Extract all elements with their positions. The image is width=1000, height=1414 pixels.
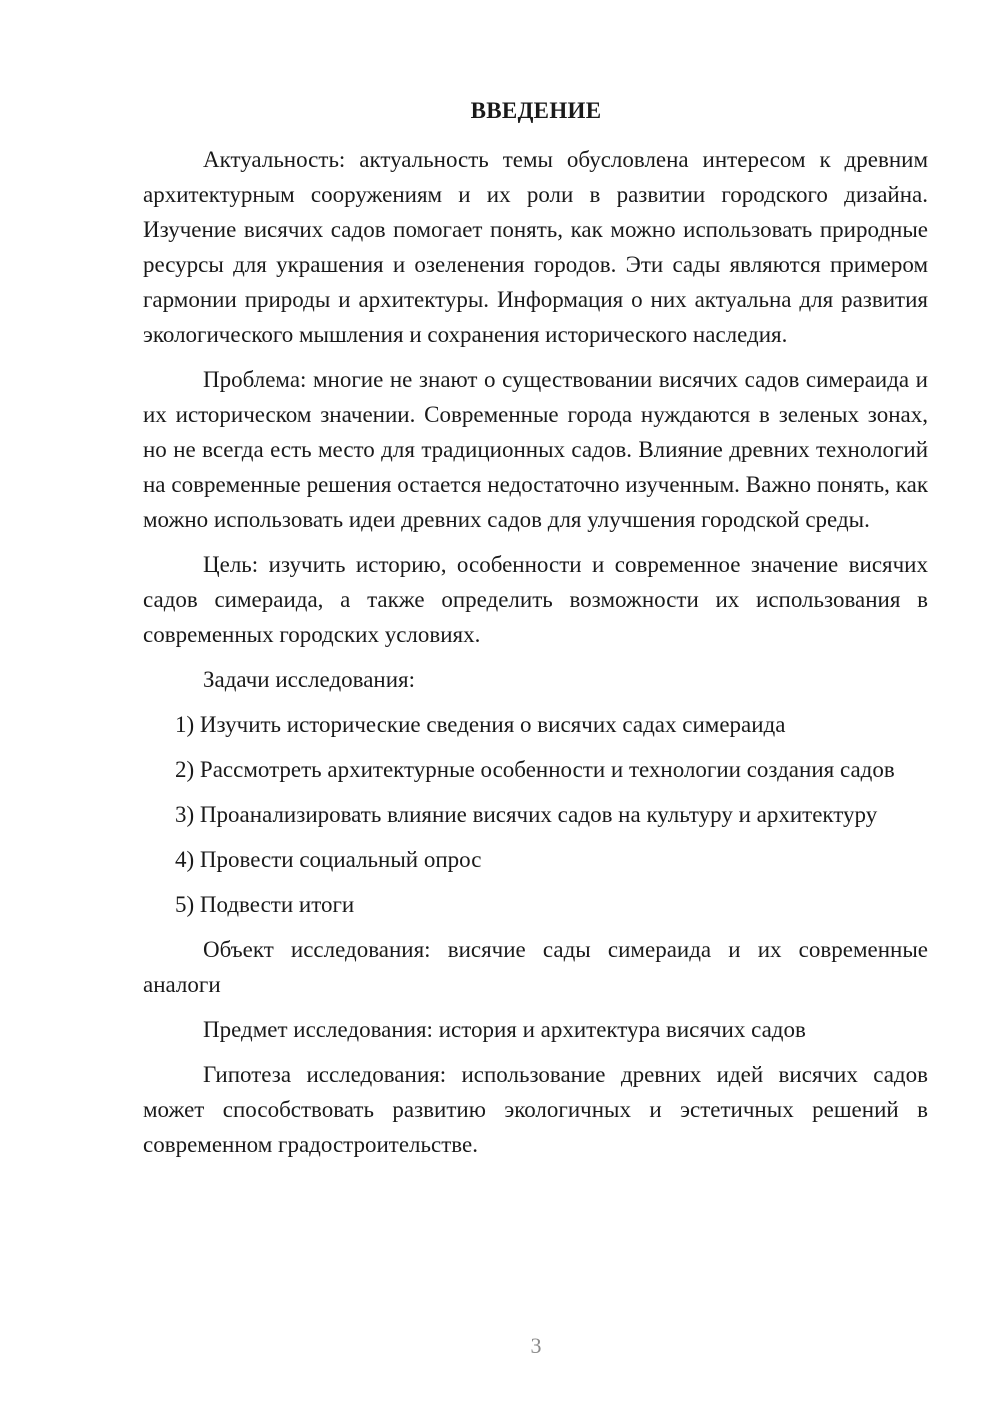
object-paragraph: Объект исследования: висячие сады симераида и их современные аналоги xyxy=(143,937,928,997)
list-item: 3) Проанализировать влияние висячих садов на культуру и архитектуру xyxy=(175,802,878,827)
relevance-paragraph: Актуальность: актуальность темы обусловлена интересом к древним архитектурным сооружениям и их роли в развитии городского дизайна. Изучение висячих садов помогает понять, как можно использовать природные ресурсы для украшения и озеленения городов. Эти сады являются примером гармонии природы и архитектуры. Информация о них актуальна для развития экологического мышления и сохранения исторического наследия. xyxy=(143,147,928,347)
subject-paragraph: Предмет исследования: история и архитектура висячих садов xyxy=(203,1017,806,1042)
goal-paragraph: Цель: изучить историю, особенности и современное значение висячих садов симераида, а также определить возможности их использования в современных городских условиях. xyxy=(143,552,928,647)
list-item: 1) Изучить исторические сведения о висячих садах симераида xyxy=(175,712,786,737)
page-title: ВВЕДЕНИЕ xyxy=(470,98,602,123)
list-item: 4) Провести социальный опрос xyxy=(175,847,482,872)
page-number: 3 xyxy=(530,1333,542,1358)
list-item: 5) Подвести итоги xyxy=(175,892,355,917)
problem-paragraph: Проблема: многие не знают о существовании висячих садов симераида и их историческом значении. Современные города нуждаются в зеленых зонах, но не всегда есть место для традиционных садов. Влияние древних технологий на современные решения остается недостаточно изученным. Важно понять, как можно использовать идеи древних садов для улучшения городской среды. xyxy=(143,367,928,532)
tasks-heading: Задачи исследования: xyxy=(203,667,416,692)
list-item: 2) Рассмотреть архитектурные особенности и технологии создания садов xyxy=(175,757,895,782)
hypothesis-paragraph: Гипотеза исследования: использование древних идей висячих садов может способствовать развитию экологичных и эстетичных решений в современном градостроительстве. xyxy=(143,1062,928,1157)
document-body xyxy=(143,142,928,1162)
tasks-list xyxy=(143,707,928,922)
